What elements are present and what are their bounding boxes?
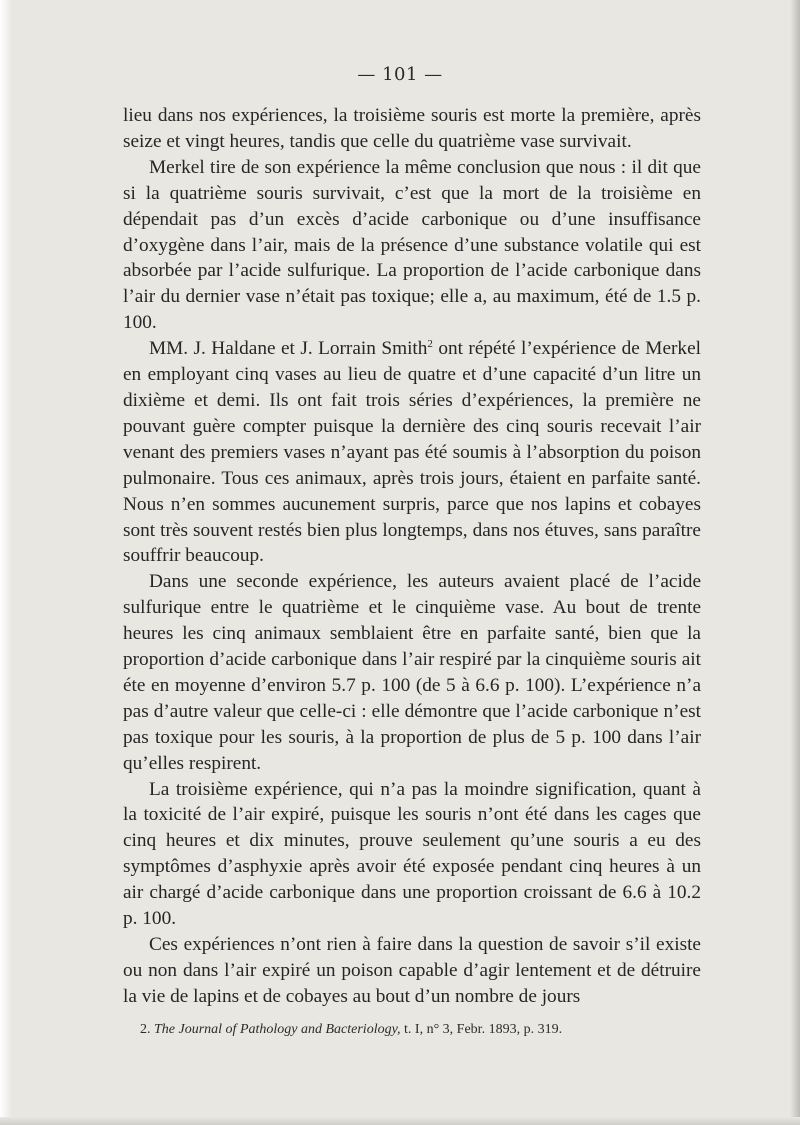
page-number: — 101 — — [357, 64, 443, 85]
footnote-reference: 2 — [427, 338, 433, 351]
body-text — [123, 103, 701, 1010]
footnote-number: 2. — [140, 1022, 151, 1037]
paragraph-6: Ces expériences n’ont rien à faire dans la question de savoir s’il existe ou non dans l’air expiré un poison capable d’agir lentement et de détruire la vie de lapins et de cobayes au bout d’un nombre de jours — [123, 934, 701, 1007]
paragraph-1: lieu dans nos expériences, la troisième souris est morte la première, après seize et vingt heures, tandis que celle du quatrième vase survivait. — [123, 105, 701, 152]
paragraph-3-start: MM. J. Haldane et J. Lorrain Smith — [149, 338, 428, 360]
scan-edge-bottom — [0, 1117, 800, 1125]
paragraph-3 — [123, 336, 701, 569]
footnote-citation: t. I, n° 3, Febr. 1893, p. 319. — [404, 1022, 563, 1037]
paragraph-5: La troisième expérience, qui n’a pas la moindre signification, quant à la toxicité de l’air expiré, puisque les souris n’ont été dans les cages que cinq heures et dix minutes, prouve seulement qu’une souris a eu des symptômes d’asphyxie après avoir été exposée pendant cinq heures à un air chargé d’acide carbonique dans une proportion croissant de 6.6 à 10.2 p. 100. — [123, 778, 701, 930]
footnote-journal: The Journal of Pathology and Bacteriology, — [154, 1022, 401, 1037]
paragraph-2: Merkel tire de son expérience la même conclusion que nous : il dit que si la quatrième souris survivait, c’est que la mort de la troisième en dépendait pas d’un excès d’acide carbonique ou d’une insuffisance d’oxygène dans l’air, mais de la présence d’une substance volatile qui est absorbée par l’acide sulfurique. La proportion de l’acide carbonique dans l’air du dernier vase n’était pas toxique; elle a, au maximum, été de 1.5 p. 100. — [123, 156, 701, 334]
footnote — [140, 1022, 660, 1038]
scan-edge-right — [790, 0, 800, 1125]
paragraph-4: Dans une seconde expérience, les auteurs avaient placé de l’acide sulfurique entre le quatrième et le cinquième vase. Au bout de trente heures les cinq animaux semblaient être en parfaite santé, bien que la proportion d’acide carbonique dans l’air respiré par la cinquième souris ait éte en moyenne d’environ 5.7 p. 100 (de 5 à 6.6 p. 100). L’expérience n’a pas d’autre valeur que celle-ci : elle démontre que l’acide carbonique n’est pas toxique pour les souris, à la proportion de plus de 5 p. 100 dans l’air qu’elles respirent. — [123, 571, 701, 774]
paragraph-3-rest: ont répété l’expérience de Merkel en employant cinq vases au lieu de quatre et d’une capacité d’un litre un dixième et demi. Ils ont fait trois séries d’expériences, la première ne pouvant guère compter puisque la dernière des cinq souris recevait l’air venant des premiers vases n’ayant pas été soumis à l’absorption du poison pulmonaire. Tous ces animaux, après trois jours, étaient en parfaite santé. Nous n’en sommes aucunement surpris, parce que nos lapins et cobayes sont très souvent restés bien plus longtemps, dans nos étuves, sans paraître souffrir beaucoup. — [123, 338, 701, 567]
scan-edge-left — [0, 0, 12, 1125]
